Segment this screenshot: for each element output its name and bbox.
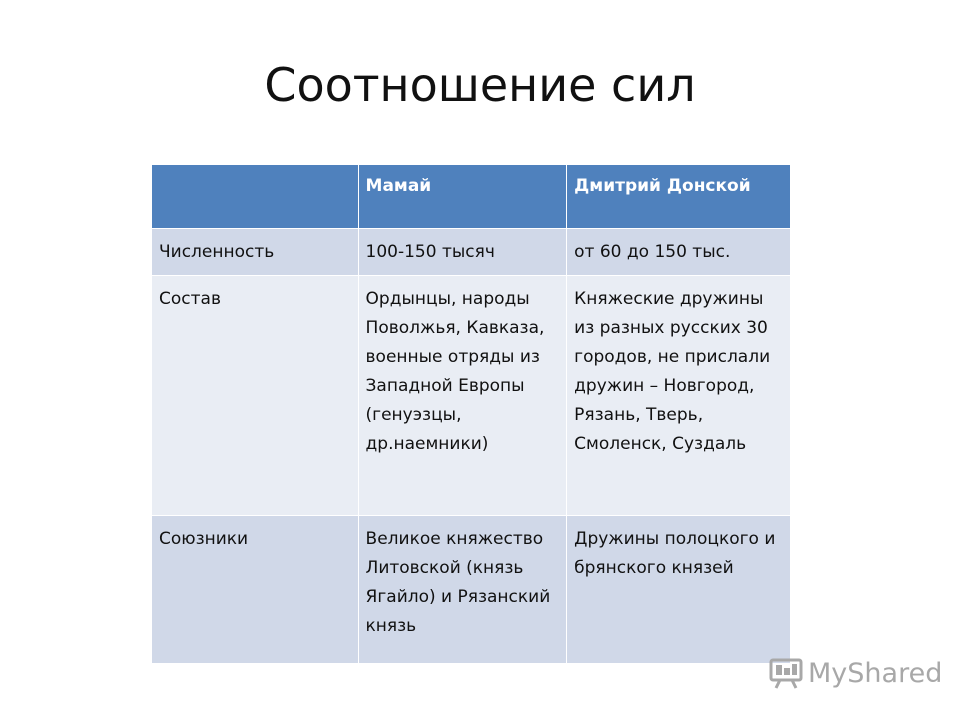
header-cell-empty: [152, 165, 359, 229]
row-label-composition: Состав: [152, 276, 359, 516]
cell-donskoy-numbers: от 60 до 150 тыс.: [567, 229, 790, 276]
table-row: [152, 276, 791, 516]
watermark-text: MyShared: [808, 657, 943, 689]
forces-comparison-table: [151, 164, 790, 663]
table-header-row: [152, 165, 791, 229]
row-label-allies: Союзники: [152, 516, 359, 664]
cell-donskoy-allies: Дружины полоцкого и брянского князей: [567, 516, 790, 664]
cell-mamai-composition: Ордынцы, народы Поволжья, Кавказа, военные отряды из Западной Европы (генуэзцы, др.наемники): [358, 276, 567, 516]
cell-mamai-numbers: 100-150 тысяч: [358, 229, 567, 276]
cell-mamai-allies: Великое княжество Литовской (князь Ягайло) и Рязанский князь: [358, 516, 567, 664]
table-row: [152, 516, 791, 664]
slide-title: Соотношение сил: [264, 58, 696, 112]
table-row: [152, 229, 791, 276]
cell-donskoy-composition: Княжеские дружины из разных русских 30 городов, не прислали дружин – Новгород, Рязань, Тверь, Смоленск, Суздаль: [567, 276, 790, 516]
row-label-numbers: Численность: [152, 229, 359, 276]
header-cell-donskoy: Дмитрий Донской: [567, 165, 790, 229]
myshared-watermark: [768, 655, 942, 691]
presentation-board-icon: [768, 656, 804, 690]
header-cell-mamai: Мамай: [358, 165, 567, 229]
